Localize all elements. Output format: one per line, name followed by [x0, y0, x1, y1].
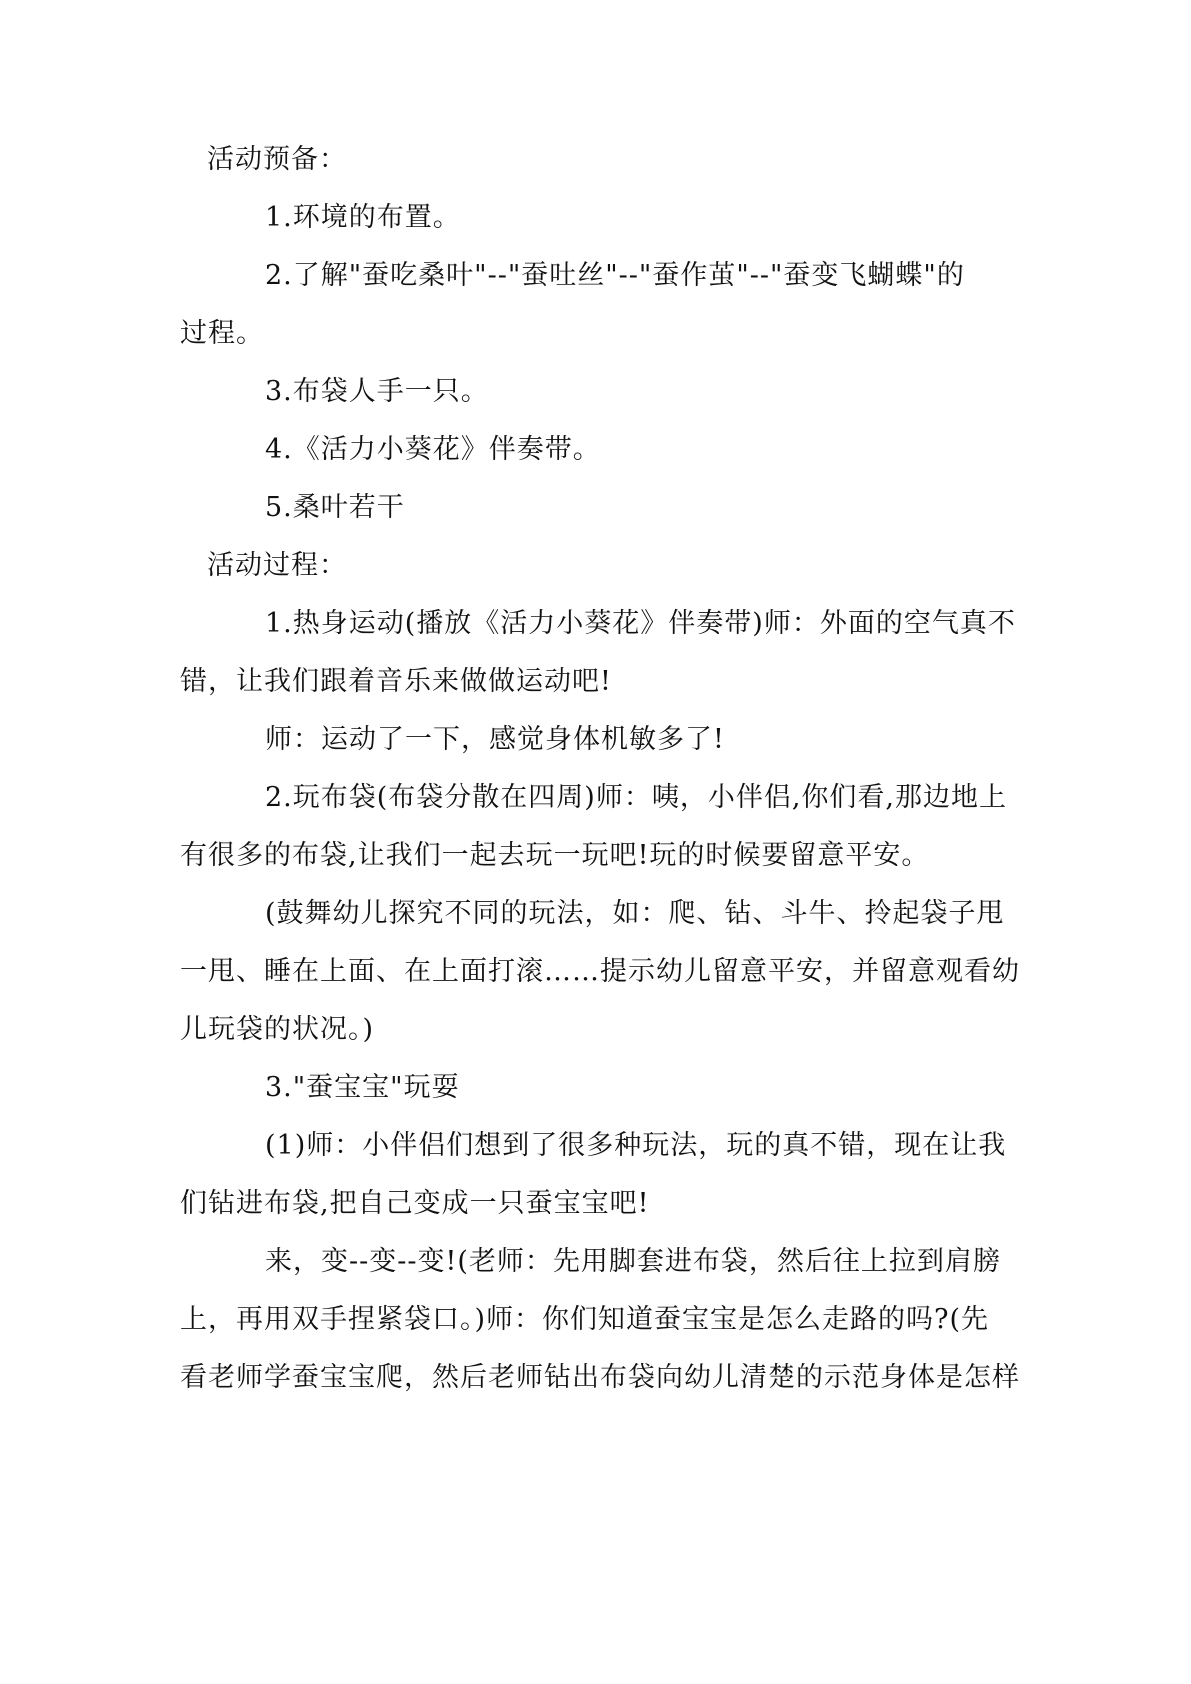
prep-item-3: 3.布袋人手一只。 [265, 376, 489, 407]
prep-item-4: 4.《活力小葵花》伴奏带。 [265, 434, 601, 465]
process-para-6-line-2: 们钻进布袋,把自己变成一只蚕宝宝吧! [180, 1188, 650, 1219]
process-para-7-line-1: 来，变--变--变!(老师：先用脚套进布袋，然后往上拉到肩膀 [265, 1246, 1001, 1277]
process-para-3-line-2: 有很多的布袋,让我们一起去玩一玩吧!玩的时候要留意平安。 [180, 840, 930, 871]
process-para-4-line-3: 儿玩袋的状况。) [180, 1014, 375, 1045]
process-para-4-line-2: 一甩、睡在上面、在上面打滚……提示幼儿留意平安，并留意观看幼 [180, 956, 1020, 987]
prep-item-5: 5.桑叶若干 [265, 492, 405, 523]
process-para-4-line-1: (鼓舞幼儿探究不同的玩法，如：爬、钻、斗牛、拎起袋子甩 [265, 898, 1005, 929]
process-para-7-line-2: 上，再用双手捏紧袋口。)师：你们知道蚕宝宝是怎么走路的吗?(先 [180, 1304, 990, 1335]
process-para-7-line-3: 看老师学蚕宝宝爬，然后老师钻出布袋向幼儿清楚的示范身体是怎样 [180, 1362, 1020, 1393]
prep-item-1: 1.环境的布置。 [265, 202, 461, 233]
process-para-1-line-1: 1.热身运动(播放《活力小葵花》伴奏带)师：外面的空气真不 [265, 608, 1016, 639]
process-para-3-line-1: 2.玩布袋(布袋分散在四周)师：咦，小伴侣,你们看,那边地上 [265, 782, 1007, 813]
process-para-5-line-1: 3."蚕宝宝"玩耍 [265, 1072, 460, 1103]
process-para-2-line-1: 师：运动了一下，感觉身体机敏多了! [265, 724, 725, 755]
section-heading-preparation: 活动预备： [207, 144, 347, 175]
process-para-1-line-2: 错，让我们跟着音乐来做做运动吧! [180, 666, 612, 697]
process-para-6-line-1: (1)师：小伴侣们想到了很多种玩法，玩的真不错，现在让我 [265, 1130, 1007, 1161]
prep-item-2-line-1: 2.了解"蚕吃桑叶"--"蚕吐丝"--"蚕作茧"--"蚕变飞蝴蝶"的 [265, 260, 965, 291]
section-heading-process: 活动过程： [207, 550, 347, 581]
prep-item-2-line-2: 过程。 [180, 318, 264, 349]
